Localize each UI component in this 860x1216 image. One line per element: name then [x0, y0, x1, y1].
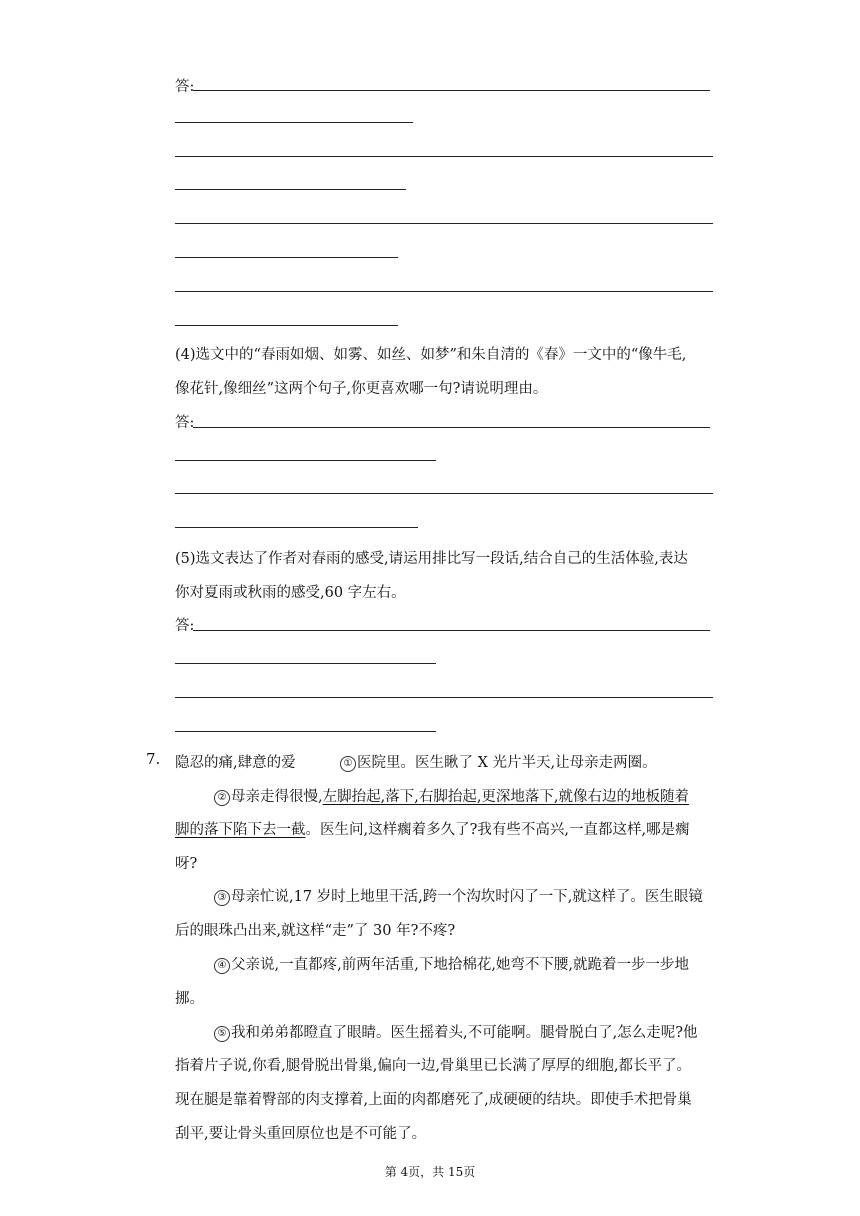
- passage-title: 隐忍的痛,肆意的爱: [175, 755, 296, 771]
- answer-line: [175, 257, 398, 258]
- answer-label: 答:: [175, 415, 195, 431]
- paragraph-5-line-3: 现在腿是靠着臀部的肉支撑着,上面的肉都磨死了,成硬硬的结块。即使手术把骨巢: [175, 1092, 692, 1108]
- paragraph-2-line-1: ② 母亲走得很慢,左脚抬起,落下,右脚抬起,更深地落下,就像右边的地板随着: [214, 785, 689, 806]
- paragraph-marker: ③: [214, 890, 230, 906]
- paragraph-2-line-2: 脚的落下陷下去一截。医生问,这样瘸着多久了?我有些不高兴,一直都这样,哪是瘸: [175, 822, 690, 838]
- paragraph-3-line-2: 后的眼珠凸出来,就这样“走”了 30 年?不疼?: [175, 923, 456, 939]
- page-footer: 第 4页，共 15页: [384, 1165, 476, 1179]
- answer-line: [175, 189, 406, 190]
- paragraph-1: ① 医院里。医生瞅了 X 光片半天,让母亲走两圈。: [340, 751, 657, 772]
- underlined-sentence: 左脚抬起,落下,右脚抬起,更深地落下,就像右边的地板随着: [322, 789, 690, 805]
- paragraph-5-line-1: ⑤ 我和弟弟都瞪直了眼睛。医生摇着头,不可能啊。腿骨脱白了,怎么走呢?他: [214, 1021, 698, 1042]
- question-number: 7.: [146, 750, 161, 768]
- question-4-line-1: (4)选文中的“春雨如烟、如雾、如丝、如梦”和朱自清的《春》一文中的“像牛毛,: [175, 347, 687, 363]
- underlined-sentence: 脚的落下陷下去一截: [175, 822, 306, 838]
- paragraph-5-line-2: 指着片子说,你看,腿骨脱出骨巢,偏向一边,骨巢里已长满了厚厚的细胞,都长平了。: [175, 1058, 692, 1074]
- paragraph-marker: ④: [214, 958, 230, 974]
- question-5-line-1: (5)选文表达了作者对春雨的感受,请运用排比写一段话,结合自己的生活体验,表达: [175, 551, 688, 567]
- paragraph-2-line-3: 呀?: [175, 856, 198, 872]
- answer-label: 答:: [175, 79, 195, 95]
- answer-line: [175, 325, 398, 326]
- answer-line: [175, 493, 713, 494]
- answer-line: [193, 630, 710, 631]
- answer-line: [175, 291, 713, 292]
- answer-line: [193, 427, 710, 428]
- paragraph-4-line-1: ④ 父亲说,一直都疼,前两年活重,下地拾棉花,她弯不下腰,就跪着一步一步地: [214, 953, 689, 974]
- paragraph-marker: ①: [340, 756, 356, 772]
- paragraph-marker: ⑤: [214, 1026, 230, 1042]
- answer-line: [175, 156, 713, 157]
- paragraph-4-line-2: 挪。: [175, 991, 204, 1007]
- answer-line: [175, 460, 436, 461]
- question-5-line-2: 你对夏雨或秋雨的感受,60 字左右。: [175, 585, 406, 601]
- answer-line: [175, 731, 436, 732]
- answer-label: 答:: [175, 618, 195, 634]
- answer-line: [175, 122, 413, 123]
- paragraph-5-line-4: 刮平,要让骨头重回原位也是不可能了。: [175, 1126, 427, 1142]
- answer-line: [193, 90, 710, 91]
- paragraph-3-line-1: ③ 母亲忙说,17 岁时上地里干活,跨一个沟坎时闪了一下,就这样了。医生眼镜: [214, 885, 703, 906]
- question-4-line-2: 像花针,像细丝”这两个句子,你更喜欢哪一句?请说明理由。: [175, 381, 548, 397]
- answer-line: [175, 697, 713, 698]
- answer-line: [175, 223, 713, 224]
- answer-line: [175, 527, 418, 528]
- answer-line: [175, 663, 436, 664]
- paragraph-marker: ②: [214, 790, 230, 806]
